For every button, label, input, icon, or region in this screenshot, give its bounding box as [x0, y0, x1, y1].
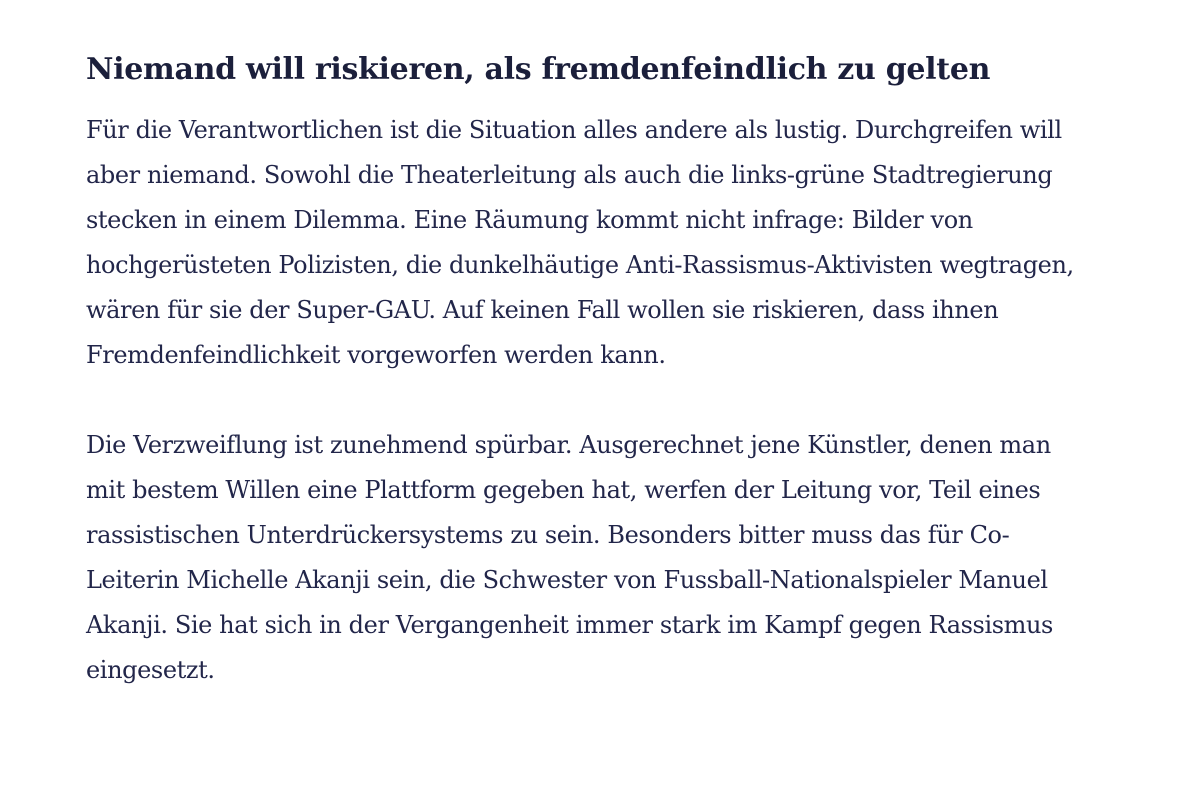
article-paragraph: Für die Verantwortlichen ist die Situation alles andere als lustig. Durchgreifen will aber niemand. Sowohl die Theaterleitung als auch die links-grüne Stadtregierung stecken in einem Dilemma. Eine Räumung kommt nicht infrage: Bilder von hochgerüsteten Polizisten, die dunkelhäutige Anti-Rassismus-Aktivisten wegtragen, wären für sie der Super-GAU. Auf keinen Fall wollen sie riskieren, dass ihnen Fremdenfeindlichkeit vorgeworfen werden kann.	[86, 116, 1074, 369]
article-paragraph: Die Verzweiflung ist zunehmend spürbar. Ausgerechnet jene Künstler, denen man mit bestem Willen eine Plattform gegeben hat, werfen der Leitung vor, Teil eines rassistischen Unterdrückersystems zu sein. Besonders bitter muss das für Co-Leiterin Michelle Akanji sein, die Schwester von Fussball-Nationalspieler Manuel Akanji. Sie hat sich in der Vergangenheit immer stark im Kampf gegen Rassismus eingesetzt.	[86, 431, 1053, 684]
section-heading: Niemand will riskieren, als fremdenfeindlich zu gelten	[86, 52, 991, 87]
article-body	[86, 48, 1096, 693]
